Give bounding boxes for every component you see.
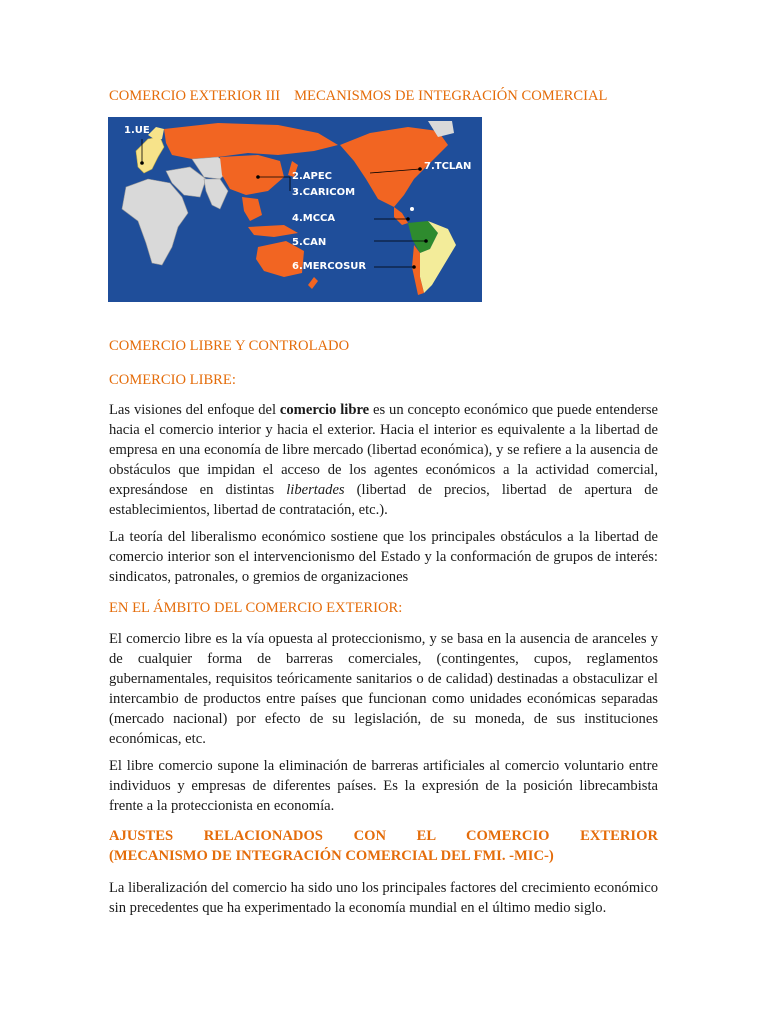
map-label-can: 5.CAN (292, 237, 327, 248)
subheading-comercio-libre: COMERCIO LIBRE: (109, 372, 236, 388)
paragraph-proteccionismo: El comercio libre es la vía opuesta al proteccionismo, y se basa en la ausencia de aranceles y de cualquier forma de barreras comerciales, (contingentes, cupos, reglamentos gubernamentales, requisitos teóricamente sanitarios o de calidad) destinadas a obstaculizar el intercambio de productos entre países que funcionan como unidades económicas separadas (mercado nacional) por efecto de su legislación, de su moneda, de sus instituciones económicas, etc. (109, 631, 658, 747)
title-course: COMERCIO EXTERIOR III (109, 88, 281, 104)
map-caribbean-dot (410, 207, 414, 211)
paragraph-liberalismo: La teoría del liberalismo económico sostiene que los principales obstáculos a la libertad de comercio interior son el intervencionismo del Estado y la conformación de grupos de interés: sindicatos, patronales, o gremios de organizaciones (109, 529, 658, 585)
paragraph-comercio-libre-definition: Las visiones del enfoque del comercio libre es un concepto económico que puede entenderse hacia el comercio interior y hacia el exterior. Hacia el interior es equivalente a la libertad de empresa en una economía de libre mercado (libertad económica), y se refiere a la ausencia de obstáculos que impidan el acceso de los agentes económicos a la actividad comercial, expresándose en distintas libertades (libertad de precios, libertad de apertura de establecimientos, libertad de contratación, etc.). (109, 402, 658, 518)
heading-ajustes-line1: AJUSTES RELACIONADOS CON EL COMERCIO EXTERIOR (109, 828, 658, 844)
map-label-ue: 1.UE (124, 125, 150, 136)
paragraph-libre-comercio: El libre comercio supone la eliminación de barreras artificiales al comercio voluntario entre individuos y empresas de diferentes países. Es la expresión de la posición librecambista frente a la proteccionista en economía. (109, 758, 658, 814)
map-label-tclan: 7.TCLAN (424, 161, 472, 172)
term-libertades: libertades (286, 482, 345, 498)
section-heading-comercio-libre-controlado: COMERCIO LIBRE Y CONTROLADO (109, 338, 350, 354)
trade-blocs-world-map (108, 117, 482, 302)
term-comercio-libre: comercio libre (279, 402, 370, 418)
section-heading-comercio-exterior: EN EL ÁMBITO DEL COMERCIO EXTERIOR: (109, 600, 403, 616)
heading-ajustes-line2: (MECANISMO DE INTEGRACIÓN COMERCIAL DEL FMI. -MIC-) (109, 848, 554, 864)
map-label-mercosur: 6.MERCOSUR (292, 261, 367, 272)
document-title (109, 86, 607, 106)
paragraph-liberalizacion: La liberalización del comercio ha sido uno los principales factores del crecimiento económico sin precedentes que ha experimentado la economía mundial en el último medio siglo. (109, 880, 658, 916)
section-heading-ajustes (109, 826, 658, 866)
title-topic: MECANISMOS DE INTEGRACIÓN COMERCIAL (294, 88, 608, 104)
map-label-apec: 2.APEC (292, 171, 332, 182)
map-label-caricom: 3.CARICOM (292, 187, 356, 198)
map-label-mcca: 4.MCCA (292, 213, 336, 224)
